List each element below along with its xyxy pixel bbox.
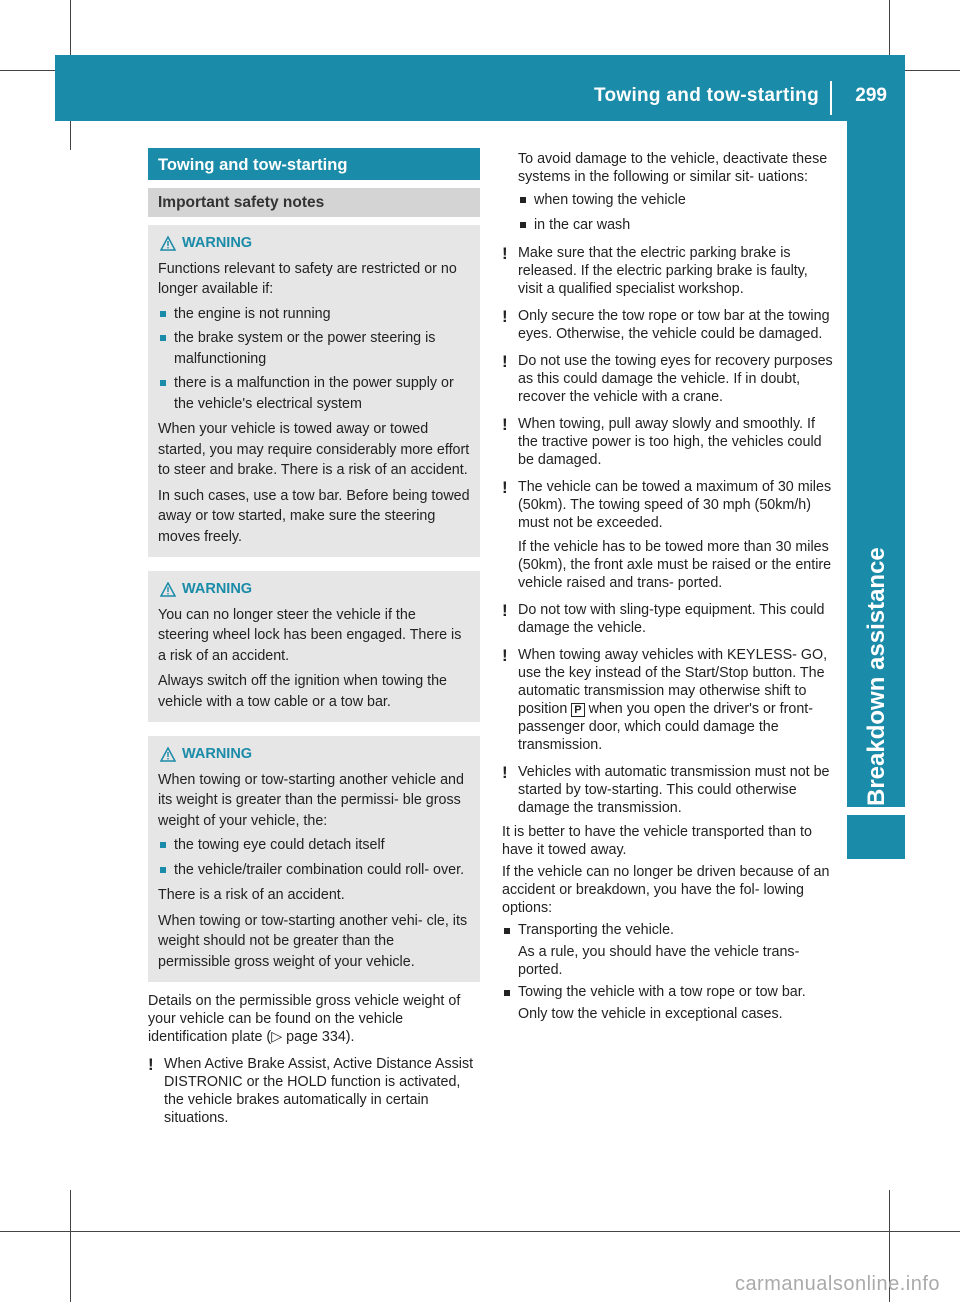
- subsection-title: Important safety notes: [148, 188, 480, 217]
- bullet-list: [502, 921, 835, 1023]
- warning-text: When your vehicle is towed away or towed started, you may require considerably more effort to steer and brake. There is a risk of an accident.: [158, 421, 470, 478]
- list-item: in the car wash: [518, 215, 835, 236]
- page-ref-link[interactable]: page 334).: [282, 1029, 355, 1045]
- option-detail: Only tow the vehicle in exceptional cases.: [518, 1006, 783, 1022]
- page-header: [55, 55, 905, 121]
- page-number: 299: [855, 85, 887, 106]
- list-item: the towing eye could detach itself: [158, 835, 470, 856]
- note-item: [502, 646, 835, 754]
- note-text: The vehicle can be towed a maximum of 30 miles (50km). The towing speed of 30 mph (50km/h) must not be exceeded.: [518, 479, 832, 531]
- bullet-list: [158, 835, 470, 880]
- list-item: [502, 983, 835, 1023]
- exclamation-icon: !: [148, 1055, 154, 1074]
- park-position-icon: P: [571, 703, 584, 717]
- list-item: [502, 921, 835, 979]
- intro-paragraph: To avoid damage to the vehicle, deactivate these systems in the following or similar sit- uations:: [518, 151, 828, 185]
- warning-text: When towing or tow-starting another vehi- cle, its weight should not be greater than the permissible gross weight of your vehicle.: [158, 912, 468, 970]
- list-item: the vehicle/trailer combination could roll- over.: [158, 860, 470, 881]
- note-item: [502, 307, 835, 343]
- right-column: [502, 150, 835, 1023]
- details-text: Details on the permissible gross vehicle weight of your vehicle can be found on the vehicle identification plate (: [148, 993, 461, 1045]
- exclamation-icon: !: [502, 307, 508, 326]
- warning-label: WARNING: [182, 746, 253, 762]
- warning-text: When towing or tow-starting another vehicle and its weight is greater than the permissi- ble gross weight of your vehicle, the:: [158, 771, 464, 829]
- note-text: If the vehicle has to be towed more than 30 miles (50km), the front axle must be raised or the entire vehicle raised and trans- ported.: [518, 539, 832, 591]
- warning-text: Always switch off the ignition when towing the vehicle with a tow cable or a tow bar.: [158, 673, 448, 710]
- exclamation-icon: !: [502, 352, 508, 371]
- watermark: carmanualsonline.info: [734, 1273, 940, 1295]
- list-item: the brake system or the power steering is malfunctioning: [158, 328, 470, 369]
- bullet-list: [502, 190, 835, 235]
- warning-triangle-icon: [160, 747, 176, 762]
- note-item: [502, 763, 835, 817]
- warning-text: Functions relevant to safety are restricted or no longer available if:: [158, 260, 457, 297]
- warning-text: There is a risk of an accident.: [158, 887, 345, 903]
- warning-box-3: [148, 736, 480, 982]
- list-item: there is a malfunction in the power supply or the vehicle's electrical system: [158, 373, 470, 414]
- warning-box-1: [148, 225, 480, 557]
- list-item: when towing the vehicle: [518, 190, 835, 211]
- option-text: Towing the vehicle with a tow rope or tow bar.: [518, 984, 806, 1000]
- note-item: [502, 244, 835, 298]
- section-tab-label-wrap: [847, 547, 905, 810]
- exclamation-icon: !: [502, 415, 508, 434]
- section-marker: [847, 815, 905, 859]
- note-text: When towing away vehicles with KEYLESS- GO, use the key instead of the Start/Stop button. The automatic transmission may otherwise shift to position: [518, 647, 828, 717]
- body-paragraph: It is better to have the vehicle transported than to have it towed away.: [502, 824, 812, 858]
- list-item: the engine is not running: [158, 304, 470, 325]
- note-text: when you open the driver's or front-passenger door, which could damage the transmission.: [518, 701, 814, 753]
- note-text: When Active Brake Assist, Active Distance Assist DISTRONIC or the HOLD function is activated, the vehicle brakes automatically in certain situations.: [164, 1056, 474, 1126]
- note-item: [502, 478, 835, 592]
- note-item: [502, 601, 835, 637]
- option-text: Transporting the vehicle.: [518, 922, 675, 938]
- note-text: Make sure that the electric parking brake is released. If the electric parking brake is faulty, visit a qualified specialist workshop.: [518, 245, 808, 297]
- warning-label: WARNING: [182, 235, 253, 251]
- note-item: [148, 1055, 480, 1127]
- crop-mark: [70, 1190, 71, 1302]
- note-text: Only secure the tow rope or tow bar at the towing eyes. Otherwise, the vehicle could be damaged.: [518, 308, 830, 342]
- note-text: Do not use the towing eyes for recovery purposes as this could damage the vehicle. If in doubt, recover the vehicle with a crane.: [518, 353, 833, 405]
- exclamation-icon: !: [502, 244, 508, 263]
- body-paragraph: If the vehicle can no longer be driven because of an accident or breakdown, you have the fol- lowing options:: [502, 864, 830, 916]
- exclamation-icon: !: [502, 601, 508, 620]
- warning-label: WARNING: [182, 581, 253, 597]
- note-text: Do not tow with sling-type equipment. This could damage the vehicle.: [518, 602, 825, 636]
- note-text: Vehicles with automatic transmission must not be started by tow-starting. This could otherwise damage the transmission.: [518, 764, 830, 816]
- section-title: Towing and tow-starting: [148, 148, 480, 180]
- warning-heading: [158, 744, 470, 765]
- note-item: [502, 352, 835, 406]
- crop-mark: [0, 1231, 960, 1232]
- warning-heading: [158, 579, 470, 600]
- warning-triangle-icon: [160, 582, 176, 597]
- header-chapter-title: Towing and tow-starting: [593, 85, 819, 106]
- warning-triangle-icon: [160, 236, 176, 251]
- warning-heading: [158, 233, 470, 254]
- note-item: [502, 415, 835, 469]
- warning-text: In such cases, use a tow bar. Before being towed away or tow started, make sure the steering moves freely.: [158, 487, 470, 545]
- left-column: [148, 148, 480, 1127]
- exclamation-icon: !: [502, 478, 508, 497]
- note-text: When towing, pull away slowly and smoothly. If the tractive power is too high, the vehicles could be damaged.: [518, 416, 822, 468]
- section-tab-label: Breakdown assistance: [863, 547, 890, 806]
- exclamation-icon: !: [502, 763, 508, 782]
- exclamation-icon: !: [502, 646, 508, 665]
- page-ref-arrow-icon: ▷: [271, 1029, 283, 1045]
- warning-box-2: [148, 571, 480, 722]
- header-separator: [830, 81, 832, 115]
- bullet-list: [158, 304, 470, 415]
- warning-text: You can no longer steer the vehicle if the steering wheel lock has been engaged. There is a risk of an accident.: [158, 606, 462, 664]
- option-detail: As a rule, you should have the vehicle trans- ported.: [518, 944, 800, 978]
- details-paragraph: [148, 992, 480, 1046]
